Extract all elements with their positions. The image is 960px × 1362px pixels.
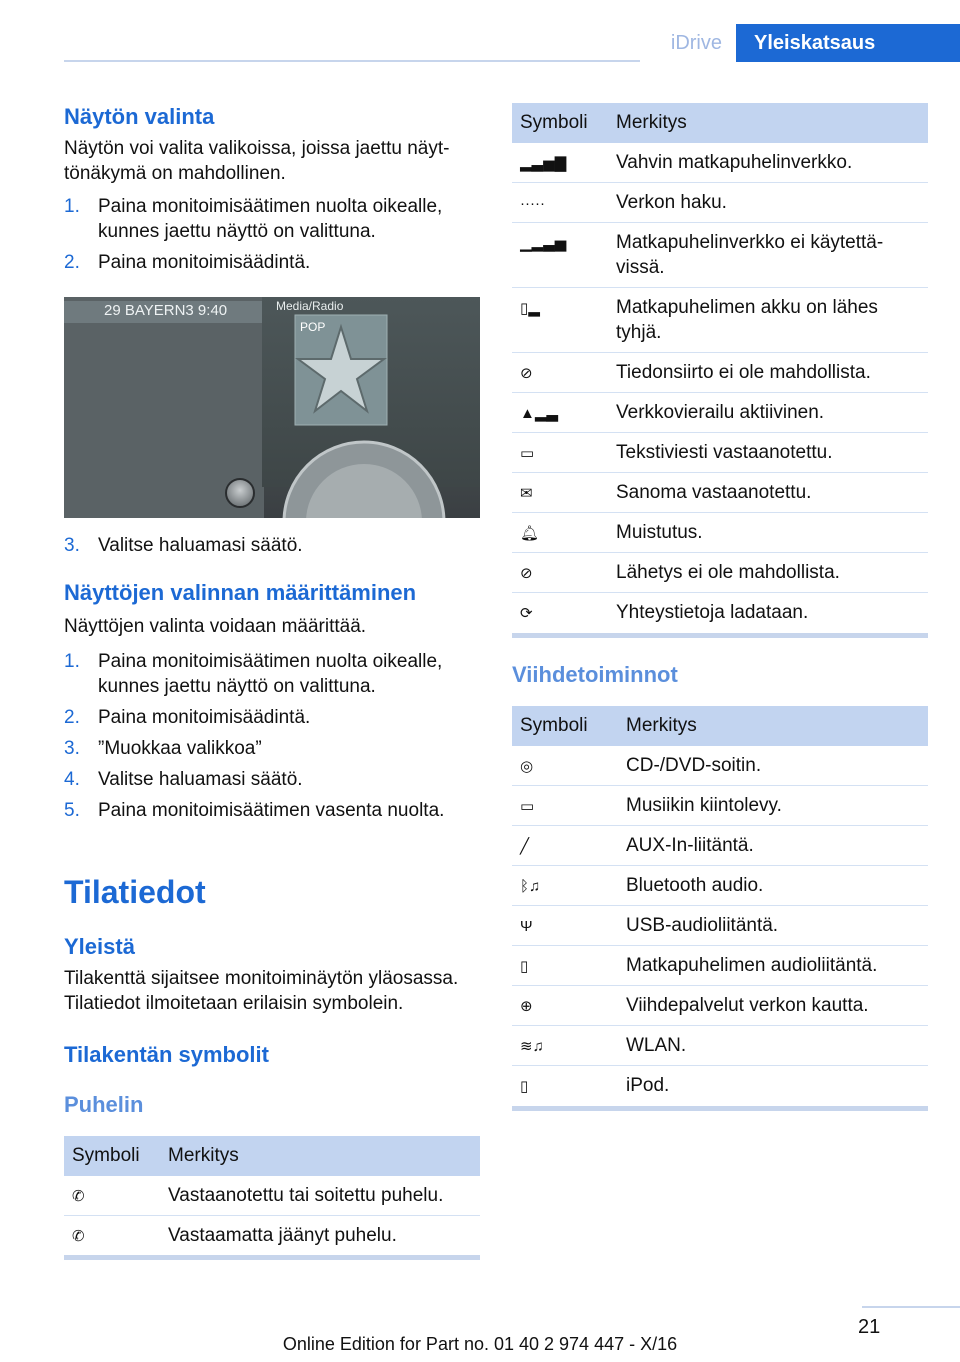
define-section xyxy=(64,580,480,829)
status-title: Tilatiedot xyxy=(64,874,206,910)
phone-audio-icon: ▯ xyxy=(520,958,529,975)
hard-drive-icon: ▭ xyxy=(520,798,535,815)
signal-strength-icon: ▂▃▅▇ xyxy=(520,155,567,172)
ipod-icon: ▯ xyxy=(520,1078,529,1095)
table-row: ⊘ Lähetys ei ole mahdollista. xyxy=(512,553,928,593)
network-search-icon: ····· xyxy=(520,195,545,212)
no-data-transfer-icon: ⊘ xyxy=(520,365,533,382)
table-row: 🔔︎ Muistutus. xyxy=(512,513,928,553)
phone-title: Puhelin xyxy=(64,1092,144,1117)
table-row: ✆ Vastaamatta jäänyt puhelu. xyxy=(72,1225,397,1246)
table-row: ᛒ♫ Bluetooth audio. xyxy=(512,866,928,906)
table-row: ✉ Sanoma vastaanotettu. xyxy=(512,473,928,513)
wlan-icon: ≋♫ xyxy=(520,1038,544,1055)
define-steps xyxy=(64,649,480,823)
header-chapter: Yleiskatsaus xyxy=(736,24,960,62)
step: 5. Paina monitoimisäätimen vasenta nuolta. xyxy=(64,800,445,821)
table-row: ⊕ Viihdepalvelut verkon kautta. xyxy=(512,986,928,1026)
cd-dvd-icon: ◎ xyxy=(520,758,534,775)
table-row: ≋♫ WLAN. xyxy=(512,1026,928,1066)
genre-display: POP xyxy=(300,320,326,334)
edition-footer: Online Edition for Part no. 01 40 2 974 447 - X/16 xyxy=(282,1334,678,1354)
network-symbol-table xyxy=(512,103,928,632)
menu-title-display: Media/Radio xyxy=(276,299,344,313)
symbols-title: Tilakentän symbolit xyxy=(64,1042,269,1067)
step: 1. Paina monitoimisäätimen nuolta oikealle, kunnes jaettu näyttö on valittuna. xyxy=(64,196,443,242)
table-row: ▯▂ Matkapuhelimen akku on lähes tyhjä. xyxy=(512,288,928,353)
general-title: Yleistä xyxy=(64,934,135,959)
aux-plug-icon: ╱ xyxy=(520,838,530,855)
phone-symbol-table xyxy=(64,1136,480,1255)
table-row: ▂▃▅▇ Vahvin matkapuhelinverkko. xyxy=(512,143,928,183)
low-battery-icon: ▯▂ xyxy=(520,300,540,317)
station-display: 29 BAYERN3 9:40 xyxy=(104,302,228,319)
missed-call-icon: ✆ xyxy=(72,1228,85,1245)
col-symbol: Symboli xyxy=(512,706,618,746)
step: 1. Paina monitoimisäätimen nuolta oikealle, kunnes jaettu näyttö on valittuna. xyxy=(64,651,443,697)
no-network-icon: ▁▂▃▅ xyxy=(520,235,567,252)
table-row: ····· Verkon haku. xyxy=(512,183,928,223)
table-row: ╱ AUX-In-liitäntä. xyxy=(512,826,928,866)
online-entertainment-icon: ⊕ xyxy=(520,998,533,1015)
table-header xyxy=(512,103,928,143)
col-meaning: Merkitys xyxy=(608,103,928,143)
idrive-screen-photo xyxy=(64,297,480,518)
table-end-rule xyxy=(512,633,928,638)
entertainment-title: Viihdetoiminnot xyxy=(512,662,678,687)
no-transmission-icon: ⊘ xyxy=(520,565,533,582)
general-text: Tilakenttä sijaitsee monitoiminäytön yläosassa. Tilatiedot ilmoitetaan erilaisin symbolein. xyxy=(64,968,459,1014)
define-intro: Näyttöjen valinta voidaan määrittää. xyxy=(64,616,367,637)
step: 2. Paina monitoimisäädintä. xyxy=(64,252,311,273)
table-row: ▯ Matkapuhelimen audioliitäntä. xyxy=(512,946,928,986)
header-section: iDrive xyxy=(640,24,736,62)
table-end-rule xyxy=(64,1255,480,1260)
step: 3. Valitse haluamasi säätö. xyxy=(64,535,303,556)
table-row: Ψ USB-audioliitäntä. xyxy=(512,906,928,946)
table-row: ▁▂▃▅ Matkapuhelinverkko ei käytettä‐vissä. xyxy=(512,223,928,288)
table-row: ▯ iPod. xyxy=(520,1075,670,1096)
screen-select-intro: Näytön voi valita valikoissa, joissa jaettu näyt‐tönäkymä on mahdollinen. xyxy=(64,138,450,184)
define-title: Näyttöjen valinnan määrittäminen xyxy=(64,580,417,605)
table-row: ▭ Tekstiviesti vastaanotettu. xyxy=(512,433,928,473)
bluetooth-audio-icon: ᛒ♫ xyxy=(520,878,541,895)
screen-select-section xyxy=(64,104,480,281)
entertainment-symbol-table xyxy=(512,706,928,1105)
roaming-icon: ▲▂▃ xyxy=(520,405,558,422)
screen-select-steps xyxy=(64,194,480,275)
table-row: ⊘ Tiedonsiirto ei ole mahdollista. xyxy=(512,353,928,393)
table-row: ✆ Vastaanotettu tai soitettu puhelu. xyxy=(64,1176,480,1216)
text-message-icon: ▭ xyxy=(520,445,535,462)
col-symbol: Symboli xyxy=(512,103,608,143)
loading-contacts-icon: ⟳ xyxy=(520,605,533,622)
col-meaning: Merkitys xyxy=(160,1136,480,1176)
table-row: ⟳ Yhteystietoja ladataan. xyxy=(520,602,809,623)
table-row: ▲▂▃ Verkkovierailu aktiivinen. xyxy=(512,393,928,433)
footer-rule xyxy=(862,1306,960,1308)
col-symbol: Symboli xyxy=(64,1136,160,1176)
step: 2. Paina monitoimisäädintä. xyxy=(64,707,311,728)
table-header xyxy=(64,1136,480,1176)
table-end-rule xyxy=(512,1106,928,1111)
message-envelope-icon: ✉ xyxy=(520,485,533,502)
reminder-bell-icon: 🔔︎ xyxy=(520,525,540,542)
table-header xyxy=(512,706,928,746)
step: 3. ”Muokkaa valikkoa” xyxy=(64,738,262,759)
table-row: ▭ Musiikin kiintolevy. xyxy=(512,786,928,826)
handset-icon: ✆ xyxy=(72,1188,85,1205)
screen-select-step3 xyxy=(64,533,480,564)
step: 4. Valitse haluamasi säätö. xyxy=(64,769,303,790)
idrive-screen-illustration xyxy=(64,297,480,518)
page-number: 21 xyxy=(858,1316,881,1338)
col-meaning: Merkitys xyxy=(618,706,928,746)
usb-icon: Ψ xyxy=(520,918,533,935)
table-row: ◎ CD-/DVD-soitin. xyxy=(512,746,928,786)
screen-select-title: Näytön valinta xyxy=(64,104,215,129)
